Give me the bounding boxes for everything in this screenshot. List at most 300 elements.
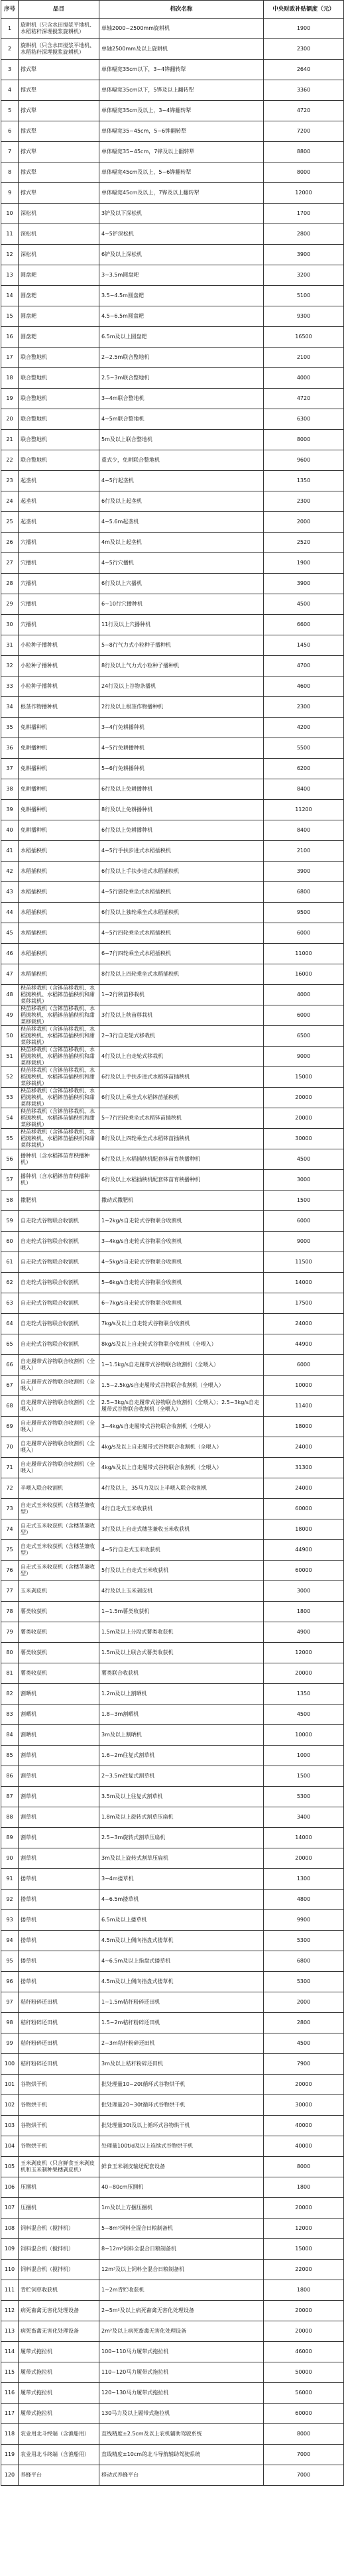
table-row: [1, 676, 344, 697]
row-amount: 18000: [264, 1519, 344, 1540]
table-row: [1, 882, 344, 903]
row-grade: 6铲及以上深松机: [99, 245, 264, 265]
table-row: [1, 1869, 344, 1890]
table-row: [1, 1191, 344, 1211]
row-name: 撑式犁: [19, 142, 99, 162]
row-amount: 1900: [264, 553, 344, 574]
row-amount: 4900: [264, 1622, 344, 1643]
row-grade: 2~2.5m联合整地机: [99, 348, 264, 368]
row-name: 薯类收获机: [19, 1643, 99, 1663]
row-seq: 25: [1, 512, 19, 533]
row-seq: 101: [1, 2075, 19, 2095]
row-grade: 单轴2500mm及以上旋耕机: [99, 39, 264, 60]
row-grade: 撒动式撒肥机: [99, 1191, 264, 1211]
table-row: [1, 1129, 344, 1149]
row-amount: 5500: [264, 738, 344, 759]
row-grade: 4.5~6.5m圆盘耙: [99, 306, 264, 327]
row-seq: 52: [1, 1067, 19, 1088]
row-seq: 34: [1, 697, 19, 718]
table-row: [1, 553, 344, 574]
table-row: [1, 1437, 344, 1458]
row-amount: 1700: [264, 204, 344, 224]
table-row: [1, 2404, 344, 2424]
row-amount: 3200: [264, 265, 344, 286]
table-row: [1, 162, 344, 183]
row-name: 秧苗移栽机（含钵苗移栽机、水稻抛秧机、水稻钵苗插秧机和甜菜移栽机）: [19, 1108, 99, 1129]
table-row: [1, 1376, 344, 1396]
row-seq: 85: [1, 1746, 19, 1766]
row-name: 履带式拖拉机: [19, 2342, 99, 2362]
row-name: 自走轮式谷物联合收割机: [19, 1314, 99, 1334]
row-seq: 82: [1, 1684, 19, 1705]
row-amount: 20000: [264, 1088, 344, 1108]
row-amount: 20000: [264, 1848, 344, 1869]
row-name: 秧苗移栽机（含钵苗移栽机、水稻抛秧机、水稻钵苗插秧机和甜菜移栽机）: [19, 1088, 99, 1108]
row-amount: 1350: [264, 1684, 344, 1705]
table-row: [1, 820, 344, 841]
table-row: [1, 985, 344, 1005]
row-grade: 6行及以上起垄机: [99, 491, 264, 512]
row-amount: 3360: [264, 80, 344, 101]
table-row: [1, 1417, 344, 1437]
row-grade: 4kg/s及以上自走履带式谷物联合收割机（全喂入）: [99, 1437, 264, 1458]
row-amount: 24000: [264, 1314, 344, 1334]
row-grade: 3~4m联合整地机: [99, 389, 264, 409]
row-grade: 4~5行自走式玉米收获机: [99, 1540, 264, 1561]
row-grade: 1.2m及以上割晒机: [99, 1684, 264, 1705]
row-seq: 21: [1, 430, 19, 450]
row-amount: 2000: [264, 1992, 344, 2013]
row-grade: 6行及以上免耕播种机: [99, 779, 264, 800]
row-name: 秧苗移栽机（含钵苗移栽机、水稻抛秧机、水稻钵苗插秧机和甜菜移栽机）: [19, 1067, 99, 1088]
row-name: 自走轮式谷物联合收割机: [19, 1293, 99, 1314]
row-amount: 11200: [264, 800, 344, 820]
row-amount: 2100: [264, 841, 344, 862]
row-amount: 50000: [264, 2362, 344, 2383]
table-row: [1, 1602, 344, 1622]
table-row: [1, 2260, 344, 2280]
row-grade: 3m及以上旋转式割草压扁机: [99, 1848, 264, 1869]
row-name: 割晒机: [19, 1705, 99, 1725]
table-row: [1, 1705, 344, 1725]
row-grade: 鲜食玉米剥皮输送配套设备: [99, 2157, 264, 2177]
table-row: [1, 1355, 344, 1376]
row-amount: 30000: [264, 2095, 344, 2116]
table-row: [1, 2219, 344, 2239]
row-seq: 14: [1, 286, 19, 306]
row-grade: 24行及以上谷物条播机: [99, 676, 264, 697]
row-grade: 6.5m及以上圆盘耙: [99, 327, 264, 348]
row-name: 谷物烘干机: [19, 2075, 99, 2095]
row-name: 病死畜禽无害化处理设备: [19, 2321, 99, 2342]
row-name: 小粒种子播种机: [19, 635, 99, 656]
row-seq: 48: [1, 985, 19, 1005]
row-grade: 120~130马力履带式拖拉机: [99, 2383, 264, 2404]
table-row: [1, 2157, 344, 2177]
row-seq: 83: [1, 1705, 19, 1725]
row-seq: 17: [1, 348, 19, 368]
table-row: [1, 1293, 344, 1314]
row-amount: 20000: [264, 2321, 344, 2342]
row-name: 半喂入联合收割机: [19, 1478, 99, 1499]
row-amount: 4500: [264, 594, 344, 615]
row-name: 联合整地机: [19, 450, 99, 471]
row-name: 旋耕机（只含水田搅浆平地机、水稻秸秆深埋搅浆旋耕机）: [19, 39, 99, 60]
table-row: [1, 2054, 344, 2075]
row-grade: 40~80cm压捆机: [99, 2177, 264, 2198]
table-row: [1, 2013, 344, 2033]
row-seq: 73: [1, 1499, 19, 1519]
row-seq: 5: [1, 101, 19, 121]
row-grade: 5m及以上联合整地机: [99, 430, 264, 450]
row-amount: 16500: [264, 327, 344, 348]
row-amount: 30000: [264, 1129, 344, 1149]
table-row: [1, 327, 344, 348]
table-row: [1, 533, 344, 553]
table-row: [1, 2424, 344, 2445]
row-grade: 3~4kg/s自走轮式谷物联合收割机: [99, 1232, 264, 1252]
subsidy-table: [1, 0, 344, 2486]
row-grade: 8行及以上免耕播种机: [99, 800, 264, 820]
row-name: 自走式玉米收获机（含穗茎兼收型）: [19, 1499, 99, 1519]
row-seq: 69: [1, 1417, 19, 1437]
row-seq: 64: [1, 1314, 19, 1334]
row-seq: 19: [1, 389, 19, 409]
row-seq: 91: [1, 1869, 19, 1890]
row-name: 自走履带式谷物联合收割机（全喂入）: [19, 1355, 99, 1376]
row-grade: 4m及以上起垄机: [99, 533, 264, 553]
row-seq: 94: [1, 1931, 19, 1951]
row-amount: 2000: [264, 512, 344, 533]
table-body: [1, 19, 344, 2486]
row-name: 谷物烘干机: [19, 2116, 99, 2136]
row-seq: 93: [1, 1910, 19, 1931]
row-name: 秸秆粉碎还田机: [19, 2013, 99, 2033]
row-grade: 1.6~2m往复式割草机: [99, 1746, 264, 1766]
row-amount: 9000: [264, 1047, 344, 1067]
row-amount: 2800: [264, 224, 344, 245]
row-grade: 4~5.6m起垄机: [99, 512, 264, 533]
row-seq: 103: [1, 2116, 19, 2136]
row-amount: 6500: [264, 1026, 344, 1047]
row-grade: 5~8行气力式小粒种子播种机: [99, 635, 264, 656]
table-row: [1, 1848, 344, 1869]
row-amount: 17500: [264, 1293, 344, 1314]
table-row: [1, 2342, 344, 2362]
row-seq: 57: [1, 1170, 19, 1191]
row-grade: 1m及以上方捆压捆机: [99, 2198, 264, 2219]
row-amount: 4200: [264, 718, 344, 738]
row-seq: 71: [1, 1458, 19, 1478]
row-amount: 4720: [264, 389, 344, 409]
row-seq: 61: [1, 1252, 19, 1273]
row-grade: 4~5行免耕播种机: [99, 738, 264, 759]
row-amount: 44900: [264, 1540, 344, 1561]
table-row: [1, 944, 344, 964]
row-name: 免耕播种机: [19, 738, 99, 759]
row-amount: 11000: [264, 944, 344, 964]
row-seq: 35: [1, 718, 19, 738]
row-seq: 47: [1, 964, 19, 985]
row-amount: 56000: [264, 2383, 344, 2404]
row-name: 水稻插秧机: [19, 944, 99, 964]
row-seq: 79: [1, 1622, 19, 1643]
row-seq: 84: [1, 1725, 19, 1746]
row-name: 搂草机: [19, 1869, 99, 1890]
row-amount: 4000: [264, 368, 344, 389]
row-amount: 6000: [264, 1355, 344, 1376]
row-grade: 2m²及以上病死畜禽无害化处理设备: [99, 2321, 264, 2342]
row-name: 自走轮式谷物联合收割机: [19, 1252, 99, 1273]
row-amount: 6800: [264, 1951, 344, 1972]
row-amount: 2640: [264, 60, 344, 80]
row-name: 穴播机: [19, 574, 99, 594]
row-seq: 46: [1, 944, 19, 964]
row-amount: 6200: [264, 759, 344, 779]
row-amount: 6000: [264, 1211, 344, 1232]
row-amount: 24000: [264, 1478, 344, 1499]
row-grade: 4~5行独轮乘坐式水稻插秧机: [99, 882, 264, 903]
row-seq: 115: [1, 2362, 19, 2383]
row-name: 秧苗移栽机（含钵苗移栽机、水稻抛秧机、水稻钵苗插秧机和甜菜移栽机）: [19, 1026, 99, 1047]
row-name: 农业用北斗终端（含渔船用）: [19, 2445, 99, 2465]
row-amount: 1450: [264, 635, 344, 656]
row-amount: 2300: [264, 697, 344, 718]
row-name: 自走履带式谷物联合收割机（全喂入）: [19, 1458, 99, 1478]
row-amount: 12000: [264, 183, 344, 204]
row-amount: 24000: [264, 1437, 344, 1458]
row-name: 撑式犁: [19, 60, 99, 80]
row-seq: 105: [1, 2157, 19, 2177]
row-grade: 2.5~3m旋转式割草压扁机: [99, 1828, 264, 1848]
row-seq: 9: [1, 183, 19, 204]
row-amount: 1900: [264, 19, 344, 39]
row-grade: 1~2m青贮收获机: [99, 2280, 264, 2301]
row-grade: 6行及以上乘坐式水稻钵苗插秧机: [99, 1088, 264, 1108]
row-amount: 8000: [264, 162, 344, 183]
row-name: 水稻插秧机: [19, 923, 99, 944]
table-row: [1, 2445, 344, 2465]
row-name: 起垄机: [19, 512, 99, 533]
row-amount: 6800: [264, 882, 344, 903]
table-row: [1, 491, 344, 512]
row-name: 自走轮式谷物联合收割机: [19, 1273, 99, 1293]
table-row: [1, 656, 344, 676]
row-grade: 1.5m及以上分段式薯类收获机: [99, 1622, 264, 1643]
row-grade: 4~5m联合整地机: [99, 409, 264, 430]
row-name: 深松机: [19, 224, 99, 245]
row-amount: 1000: [264, 1746, 344, 1766]
table-row: [1, 1951, 344, 1972]
row-name: 搂草机: [19, 1972, 99, 1992]
row-seq: 89: [1, 1828, 19, 1848]
row-grade: 4~6.5m搂草机: [99, 1890, 264, 1910]
table-row: [1, 1149, 344, 1170]
row-seq: 80: [1, 1643, 19, 1663]
row-seq: 107: [1, 2198, 19, 2219]
row-amount: 2800: [264, 2013, 344, 2033]
table-row: [1, 1396, 344, 1417]
table-row: [1, 1026, 344, 1047]
row-seq: 75: [1, 1540, 19, 1561]
row-seq: 27: [1, 553, 19, 574]
table-row: [1, 430, 344, 450]
table-row: [1, 2383, 344, 2404]
row-name: 免耕播种机: [19, 759, 99, 779]
row-grade: 100~110马力履带式拖拉机: [99, 2342, 264, 2362]
row-seq: 26: [1, 533, 19, 553]
row-grade: 8kg/s及以上自走轮式谷物联合收割机（全喂入）: [99, 1334, 264, 1355]
row-amount: 1800: [264, 2177, 344, 2198]
row-grade: 130马力及以上履带式拖拉机: [99, 2404, 264, 2424]
row-name: 秸秆粉碎还田机: [19, 1992, 99, 2013]
row-grade: 5~6kg/s自走轮式谷物联合收割机: [99, 1273, 264, 1293]
row-name: 秧苗移栽机（含钵苗移栽机、水稻抛秧机、水稻钵苗插秧机和甜菜移栽机）: [19, 985, 99, 1005]
table-row: [1, 923, 344, 944]
row-grade: 110~120马力履带式拖拉机: [99, 2362, 264, 2383]
row-amount: 4500: [264, 1705, 344, 1725]
row-seq: 45: [1, 923, 19, 944]
row-seq: 50: [1, 1026, 19, 1047]
row-grade: 4~5行四轮乘坐式水稻插秧机: [99, 923, 264, 944]
row-seq: 119: [1, 2445, 19, 2465]
row-seq: 74: [1, 1519, 19, 1540]
row-amount: 31300: [264, 1458, 344, 1478]
row-seq: 59: [1, 1211, 19, 1232]
table-row: [1, 738, 344, 759]
row-name: 自走轮式谷物联合收割机: [19, 1232, 99, 1252]
row-name: 薯类收获机: [19, 1663, 99, 1684]
row-amount: 40000: [264, 2136, 344, 2157]
row-amount: 2100: [264, 348, 344, 368]
row-name: 撑式犁: [19, 80, 99, 101]
row-name: 撑式犁: [19, 121, 99, 142]
row-amount: 9000: [264, 1232, 344, 1252]
row-amount: 1350: [264, 471, 344, 491]
table-row: [1, 224, 344, 245]
row-name: 青贮饲草收获机: [19, 2280, 99, 2301]
table-row: [1, 2095, 344, 2116]
row-seq: 72: [1, 1478, 19, 1499]
table-row: [1, 1581, 344, 1602]
row-seq: 1: [1, 19, 19, 39]
table-row: [1, 2136, 344, 2157]
row-amount: 7200: [264, 121, 344, 142]
table-row: [1, 1334, 344, 1355]
row-seq: 6: [1, 121, 19, 142]
row-amount: 60000: [264, 1561, 344, 1581]
row-seq: 37: [1, 759, 19, 779]
row-grade: 单体幅宽35cm以下，3~4铧翻转犁: [99, 60, 264, 80]
row-amount: 4500: [264, 1149, 344, 1170]
table-row: [1, 1519, 344, 1540]
row-name: 播种机（含水稻钵苗育秧播种机）: [19, 1149, 99, 1170]
row-name: 自走轮式谷物联合收割机: [19, 1334, 99, 1355]
row-seq: 67: [1, 1376, 19, 1396]
row-seq: 36: [1, 738, 19, 759]
table-row: [1, 800, 344, 820]
row-grade: 6行及以上水稻插秧机配套钵苗育秧播种机: [99, 1170, 264, 1191]
row-amount: 7000: [264, 2445, 344, 2465]
row-name: 深松机: [19, 245, 99, 265]
row-seq: 8: [1, 162, 19, 183]
row-name: 养蜂平台: [19, 2465, 99, 2486]
row-name: 自走履带式谷物联合收割机（全喂入）: [19, 1437, 99, 1458]
row-seq: 41: [1, 841, 19, 862]
row-amount: 4700: [264, 656, 344, 676]
row-name: 秧苗移栽机（含钵苗移栽机、水稻抛秧机、水稻钵苗插秧机和甜菜移栽机）: [19, 1129, 99, 1149]
row-name: 自走式玉米收获机（含穗茎兼收型）: [19, 1540, 99, 1561]
row-name: 撑式犁: [19, 162, 99, 183]
table-row: [1, 204, 344, 224]
row-amount: 15000: [264, 2239, 344, 2260]
row-grade: 3~3.5m圆盘耙: [99, 265, 264, 286]
row-name: 小粒种子播种机: [19, 656, 99, 676]
row-grade: 3行及以上秧苗移栽机: [99, 1005, 264, 1026]
row-name: 秧苗移栽机（含钵苗移栽机、水稻抛秧机、水稻钵苗插秧机和甜菜移栽机）: [19, 1005, 99, 1026]
table-row: [1, 1663, 344, 1684]
table-row: [1, 1931, 344, 1951]
row-seq: 60: [1, 1232, 19, 1252]
row-amount: 20000: [264, 1108, 344, 1129]
row-grade: 批处理量10~20t循环式谷物烘干机: [99, 2075, 264, 2095]
table-row: [1, 2075, 344, 2095]
row-amount: 6000: [264, 1005, 344, 1026]
row-seq: 55: [1, 1129, 19, 1149]
row-grade: 2~3m秸秆粉碎还田机: [99, 2033, 264, 2054]
table-row: [1, 245, 344, 265]
row-grade: 1~1.5m秸秆粉碎还田机: [99, 1992, 264, 2013]
row-grade: 6行及以上水稻插秧机配套钵苗育秧播种机: [99, 1149, 264, 1170]
table-row: [1, 2239, 344, 2260]
row-amount: 8000: [264, 430, 344, 450]
row-seq: 109: [1, 2239, 19, 2260]
row-grade: 11行及以上穴播种机: [99, 615, 264, 635]
row-amount: 3900: [264, 862, 344, 882]
row-grade: 5~7行四轮乘坐式水稻钵苗插秧机: [99, 1108, 264, 1129]
row-amount: 8400: [264, 820, 344, 841]
row-amount: 1500: [264, 1766, 344, 1787]
row-name: 水稻插秧机: [19, 862, 99, 882]
row-seq: 56: [1, 1149, 19, 1170]
row-name: 旋耕机（只含水田搅浆平地机、水稻秸秆深埋搅浆旋耕机）: [19, 19, 99, 39]
row-seq: 42: [1, 862, 19, 882]
row-seq: 38: [1, 779, 19, 800]
row-name: 秸秆粉碎还田机: [19, 2033, 99, 2054]
row-name: 撑式犁: [19, 183, 99, 204]
row-grade: 批处理量20~30t循环式谷物烘干机: [99, 2095, 264, 2116]
row-seq: 3: [1, 60, 19, 80]
row-name: 秸秆粉碎还田机: [19, 2054, 99, 2075]
row-amount: 9500: [264, 903, 344, 923]
table-row: [1, 1992, 344, 2013]
row-amount: 20000: [264, 2301, 344, 2321]
row-grade: 薯类联合收获机: [99, 1663, 264, 1684]
row-seq: 102: [1, 2095, 19, 2116]
table-row: [1, 2280, 344, 2301]
row-grade: 4行及以上自走轮式移栽机: [99, 1047, 264, 1067]
row-seq: 7: [1, 142, 19, 162]
row-grade: 2~5m²及以上病死畜禽无害化处理设备: [99, 2301, 264, 2321]
row-grade: 4~5kg/s自走轮式谷物联合收割机: [99, 1252, 264, 1273]
row-seq: 30: [1, 615, 19, 635]
row-name: 压捆机: [19, 2177, 99, 2198]
row-amount: 8000: [264, 2157, 344, 2177]
row-grade: 6行及以上手扶步进式水稻插秧机: [99, 862, 264, 882]
row-grade: 8行及以上气力式小粒种子播种机: [99, 656, 264, 676]
row-name: 自走履带式谷物联合收割机（全喂入）: [19, 1376, 99, 1396]
row-name: 圆盘耙: [19, 265, 99, 286]
